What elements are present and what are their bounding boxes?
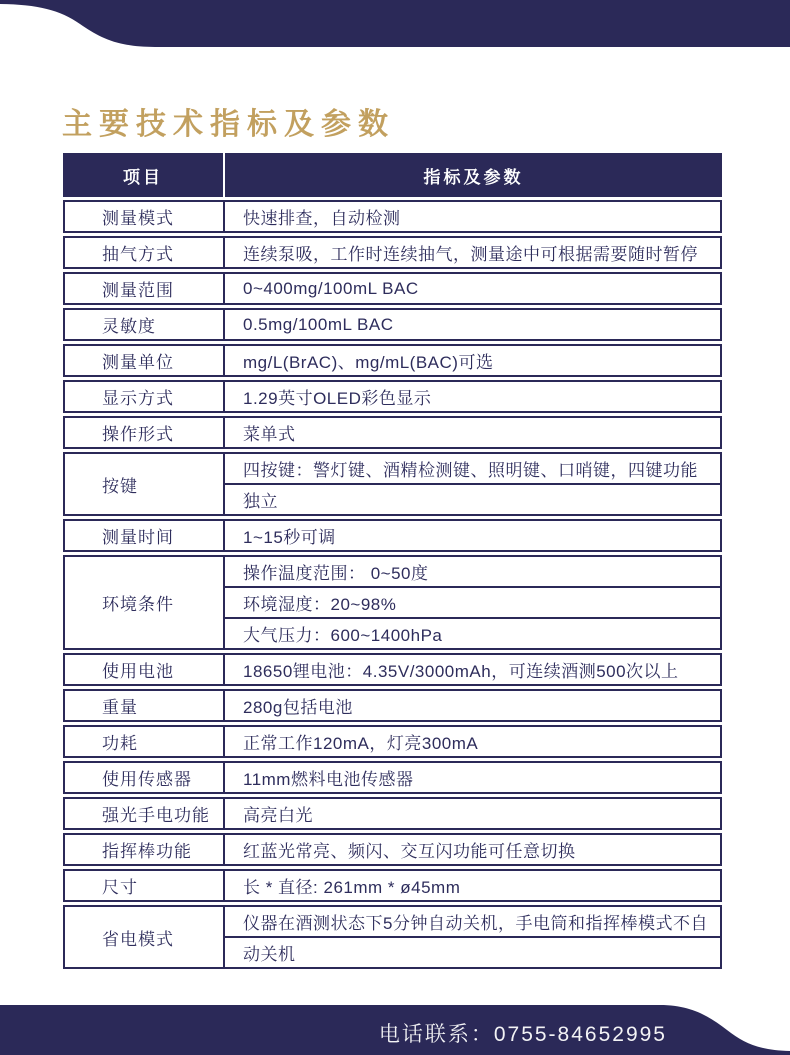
row-values [225,310,720,339]
row-label: 测量模式 [65,202,225,231]
row-label: 功耗 [65,727,225,756]
top-wave-shape [0,0,790,50]
row-label: 按键 [65,454,225,514]
spec-table [63,153,722,969]
row-label: 环境条件 [65,557,225,648]
table-row [63,905,722,969]
table-row [63,272,722,305]
row-value: 环境湿度：20~98% [225,586,720,617]
table-header-row [63,153,722,197]
row-values [225,521,720,550]
row-value: 操作温度范围： 0~50度 [243,564,429,583]
table-row [63,236,722,269]
table-row [63,797,722,830]
row-label: 使用传感器 [65,763,225,792]
row-label: 省电模式 [65,907,225,967]
row-value: 18650锂电池：4.35V/3000mAh，可连续酒测500次以上 [243,662,679,681]
row-label: 测量范围 [65,274,225,303]
row-values [225,763,720,792]
row-values [225,346,720,375]
row-value: 大气压力：600~1400hPa [225,617,720,648]
table-row [63,380,722,413]
row-label: 抽气方式 [65,238,225,267]
row-label: 灵敏度 [65,310,225,339]
row-values [225,382,720,411]
row-values [225,871,720,900]
row-values [225,691,720,720]
row-values [225,238,720,267]
row-value: 0~400mg/100mL BAC [243,278,419,298]
row-value: 11mm燃料电池传感器 [243,770,414,789]
row-value: 四按键：警灯键、酒精检测键、照明键、口哨键，四键功能 [243,461,698,480]
table-row [63,653,722,686]
row-value: 动关机 [225,936,720,967]
row-values [225,418,720,447]
row-label: 尺寸 [65,871,225,900]
row-values [225,202,720,231]
row-value: 长 * 直径: 261mm * ø45mm [243,878,461,897]
row-value: 红蓝光常亮、频闪、交互闪功能可任意切换 [243,842,576,861]
row-label: 测量时间 [65,521,225,550]
row-value: 280g包括电池 [243,698,353,717]
row-values [225,835,720,864]
row-value: 快速排查，自动检测 [243,209,401,228]
row-values [225,557,720,648]
row-value: 连续泵吸，工作时连续抽气，测量途中可根据需要随时暂停 [243,245,698,264]
table-row [63,344,722,377]
table-row [63,555,722,650]
row-values [225,655,720,684]
row-label: 重量 [65,691,225,720]
row-value: 1.29英寸OLED彩色显示 [243,389,432,408]
table-row [63,725,722,758]
row-label: 指挥棒功能 [65,835,225,864]
row-value: mg/L(BrAC)、mg/mL(BAC)可选 [243,353,494,372]
row-value: 正常工作120mA，灯亮300mA [243,734,479,753]
table-row [63,200,722,233]
page-title: 主要技术指标及参数 [62,108,395,141]
header-cell-item: 项目 [63,153,225,197]
header-cell-spec: 指标及参数 [423,167,524,187]
table-row [63,308,722,341]
row-label: 测量单位 [65,346,225,375]
row-value: 高亮白光 [243,806,313,825]
row-label: 强光手电功能 [65,799,225,828]
table-body [63,200,722,969]
phone-contact: 电话联系：0755-84652995 [378,1023,667,1046]
table-row [63,689,722,722]
table-row [63,452,722,516]
row-label: 使用电池 [65,655,225,684]
table-row [63,416,722,449]
table-row [63,519,722,552]
row-values [225,727,720,756]
table-row [63,761,722,794]
table-row [63,869,722,902]
row-values [225,799,720,828]
table-row [63,833,722,866]
row-value: 0.5mg/100mL BAC [243,314,394,334]
row-label: 显示方式 [65,382,225,411]
row-value: 独立 [225,483,720,514]
row-value: 1~15秒可调 [243,528,336,547]
row-label: 操作形式 [65,418,225,447]
row-values [225,907,720,967]
row-value: 仪器在酒测状态下5分钟自动关机，手电筒和指挥棒模式不自 [243,914,708,933]
row-values [225,454,720,514]
row-values [225,274,720,303]
row-value: 菜单式 [243,425,296,444]
